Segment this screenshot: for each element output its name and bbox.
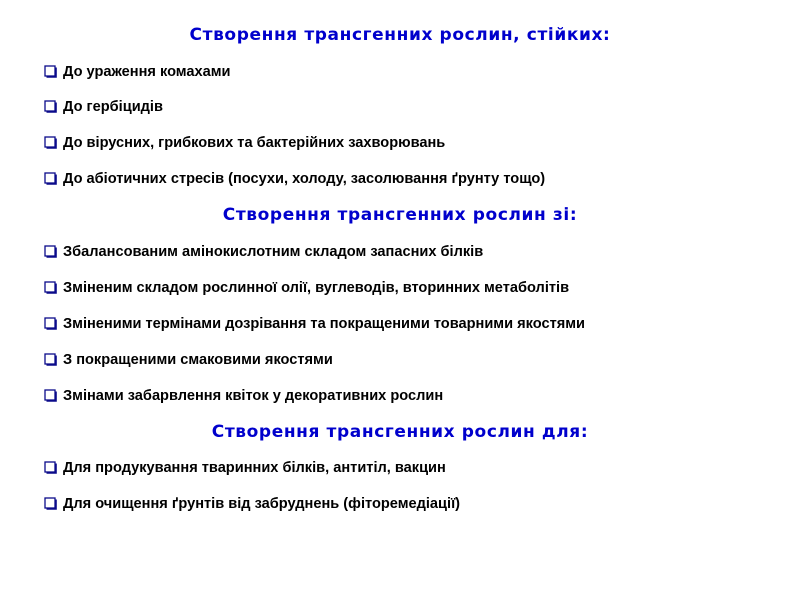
hollow-square-bullet-icon	[44, 497, 58, 511]
list-item-text: До гербіцидів	[63, 99, 163, 115]
list-item	[44, 314, 585, 334]
list-item	[44, 494, 460, 514]
list-item-text: Зміненим складом рослинної олії, вуглеводів, вторинних метаболітів	[63, 280, 570, 296]
list-item	[44, 169, 545, 189]
section-heading-for: Створення трансгенних рослин для:	[211, 422, 589, 442]
list-item	[44, 278, 569, 298]
list-item-text: До вірусних, грибкових та бактерійних захворювань	[63, 135, 446, 151]
list-item-text: З покращеними смаковими якостями	[63, 352, 333, 368]
list-item-text: Зміненими термінами дозрівання та покращеними товарними якостями	[63, 316, 586, 332]
section-heading-resistant: Створення трансгенних рослин, стійких:	[189, 25, 611, 45]
list-item	[44, 386, 443, 406]
hollow-square-bullet-icon	[44, 389, 58, 403]
hollow-square-bullet-icon	[44, 100, 58, 114]
hollow-square-bullet-icon	[44, 136, 58, 150]
list-item-text: Для продукування тваринних білків, антитіл, вакцин	[63, 460, 446, 476]
hollow-square-bullet-icon	[44, 172, 58, 186]
list-item-text: До абіотичних стресів (посухи, холоду, засолювання ґрунту тощо)	[63, 171, 546, 187]
hollow-square-bullet-icon	[44, 317, 58, 331]
list-item-text: Збалансованим амінокислотним складом запасних білків	[63, 244, 484, 260]
hollow-square-bullet-icon	[44, 245, 58, 259]
list-item-text: До ураження комахами	[63, 64, 231, 80]
list-item-text: Змінами забарвлення квіток у декоративних рослин	[63, 388, 444, 404]
list-item	[44, 62, 231, 82]
list-item	[44, 97, 163, 117]
list-item	[44, 458, 446, 478]
hollow-square-bullet-icon	[44, 65, 58, 79]
hollow-square-bullet-icon	[44, 353, 58, 367]
hollow-square-bullet-icon	[44, 461, 58, 475]
hollow-square-bullet-icon	[44, 281, 58, 295]
list-item-text: Для очищення ґрунтів від забруднень (фіторемедіації)	[63, 496, 461, 512]
list-item	[44, 350, 333, 370]
section-heading-with: Створення трансгенних рослин зі:	[222, 205, 578, 225]
list-item	[44, 242, 483, 262]
list-item	[44, 133, 445, 153]
